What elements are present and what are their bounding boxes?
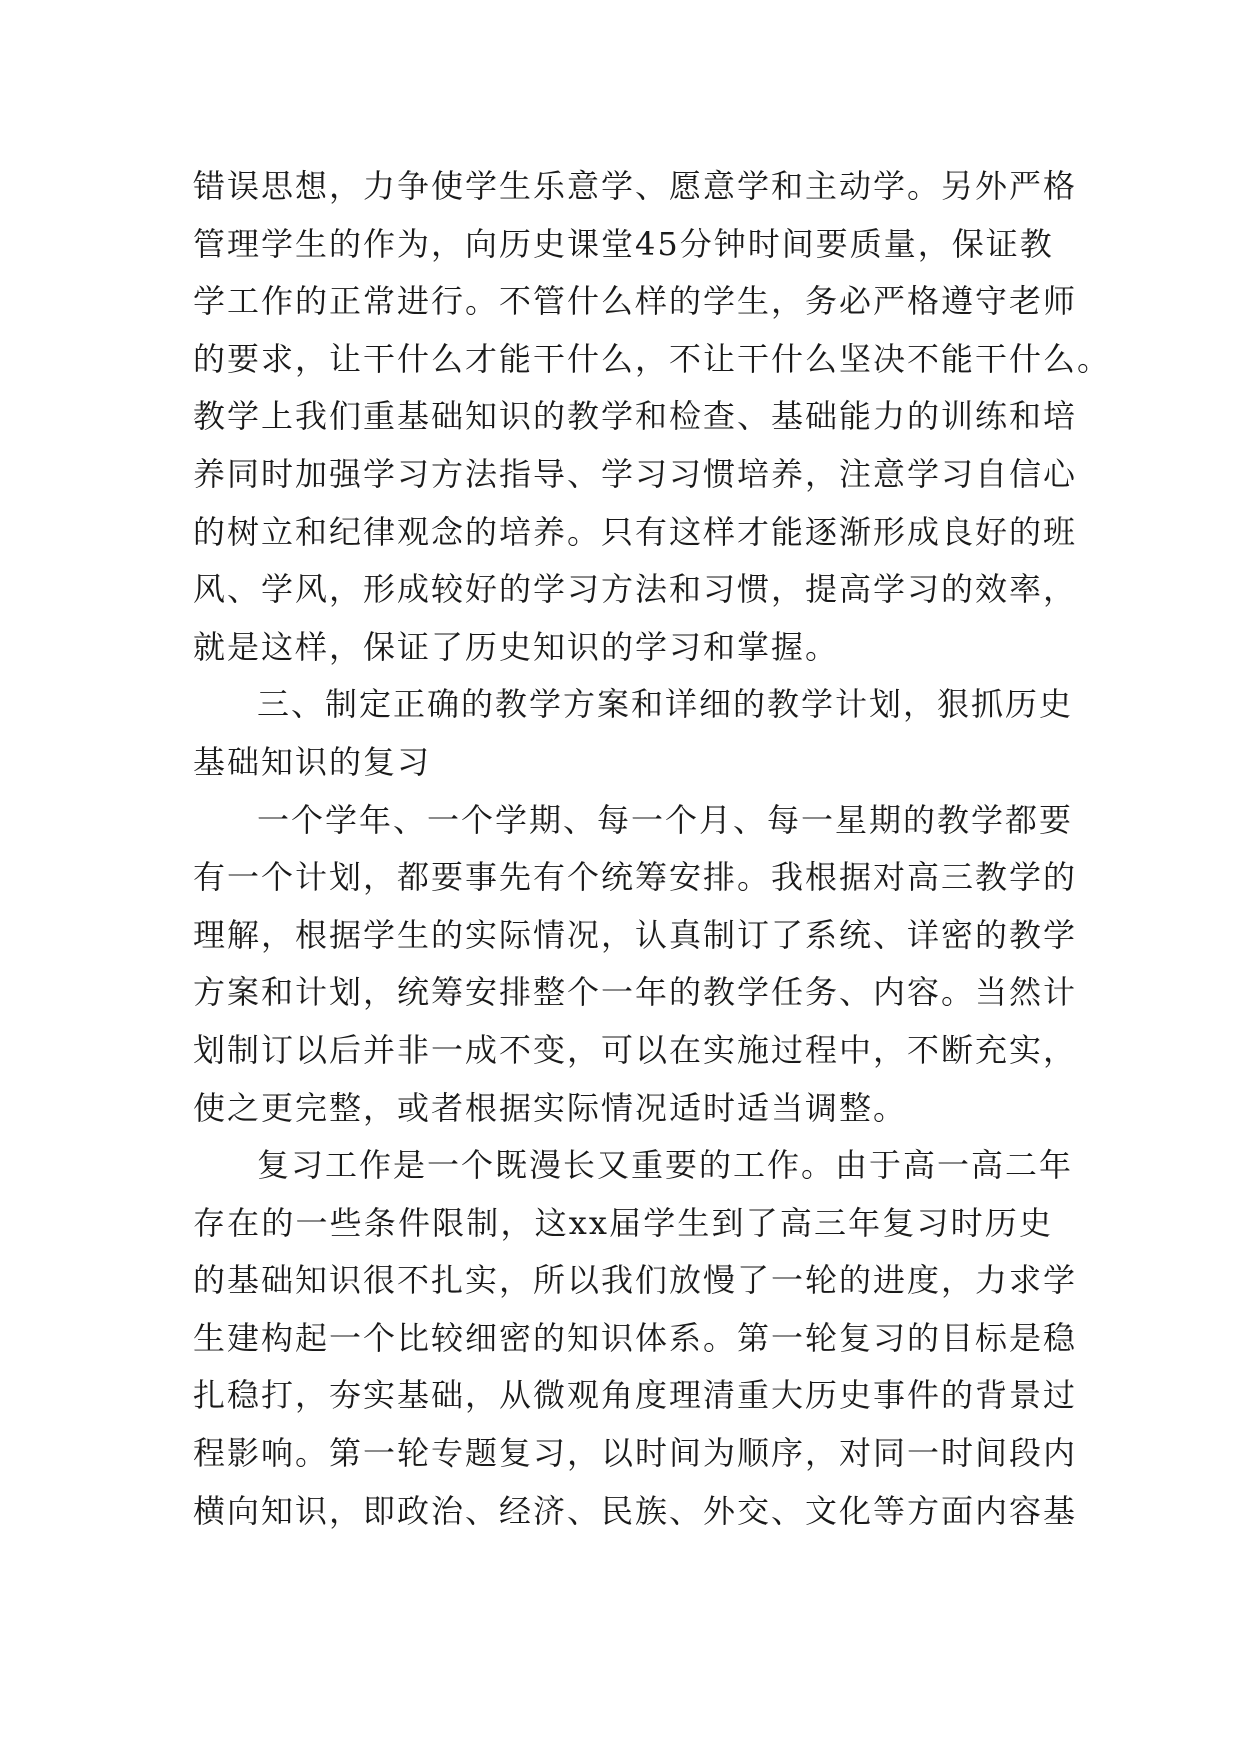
- text-line: 一个学年、一个学期、每一个月、每一星期的教学都要: [257, 800, 1074, 839]
- body-text: [193, 158, 1112, 1540]
- text-line: 养同时加强学习方法指导、学习习惯培养，注意学习自信心: [193, 454, 1078, 493]
- text-line: 使之更完整，或者根据实际情况适时适当调整。: [193, 1088, 908, 1127]
- text-line: 风、学风，形成较好的学习方法和习惯，提高学习的效率，: [193, 570, 1078, 609]
- text-line: 就是这样，保证了历史知识的学习和掌握。: [193, 627, 840, 666]
- text-line: 错误思想，力争使学生乐意学、愿意学和主动学。另外严格: [193, 167, 1078, 205]
- text-line: 理解，根据学生的实际情况，认真制订了系统、详密的教学: [193, 915, 1078, 954]
- text-line: 生建构起一个比较细密的知识体系。第一轮复习的目标是稳: [193, 1318, 1078, 1357]
- text-line: 学工作的正常进行。不管什么样的学生，务必严格遵守老师: [193, 282, 1078, 321]
- text-line: 扎稳打，夯实基础，从微观角度理清重大历史事件的背景过: [193, 1376, 1078, 1415]
- text-line: 划制订以后并非一成不变，可以在实施过程中，不断充实，: [193, 1030, 1078, 1069]
- text-line: 的树立和纪律观念的培养。只有这样才能逐渐形成良好的班: [193, 512, 1078, 551]
- text-line: 的要求，让干什么才能干什么，不让干什么坚决不能干什么。: [193, 339, 1112, 378]
- text-line: 复习工作是一个既漫长又重要的工作。由于高一高二年: [257, 1146, 1074, 1185]
- text-line: 横向知识，即政治、经济、民族、外交、文化等方面内容基: [193, 1491, 1078, 1530]
- text-line: 方案和计划，统筹安排整个一年的教学任务、内容。当然计: [193, 973, 1078, 1012]
- text-line: 有一个计划，都要事先有个统筹安排。我根据对高三教学的: [193, 858, 1078, 897]
- text-line: 存在的一些条件限制，这xx届学生到了高三年复习时历史: [193, 1203, 1053, 1242]
- text-line: 基础知识的复习: [193, 742, 432, 781]
- text-line: 管理学生的作为，向历史课堂45分钟时间要质量，保证教: [193, 224, 1054, 263]
- text-line: 三、制定正确的教学方案和详细的教学计划，狠抓历史: [257, 685, 1074, 724]
- text-line: 的基础知识很不扎实，所以我们放慢了一轮的进度，力求学: [193, 1261, 1078, 1300]
- text-line: 程影响。第一轮专题复习，以时间为顺序，对同一时间段内: [193, 1434, 1078, 1473]
- text-line: 教学上我们重基础知识的教学和检查、基础能力的训练和培: [193, 397, 1078, 436]
